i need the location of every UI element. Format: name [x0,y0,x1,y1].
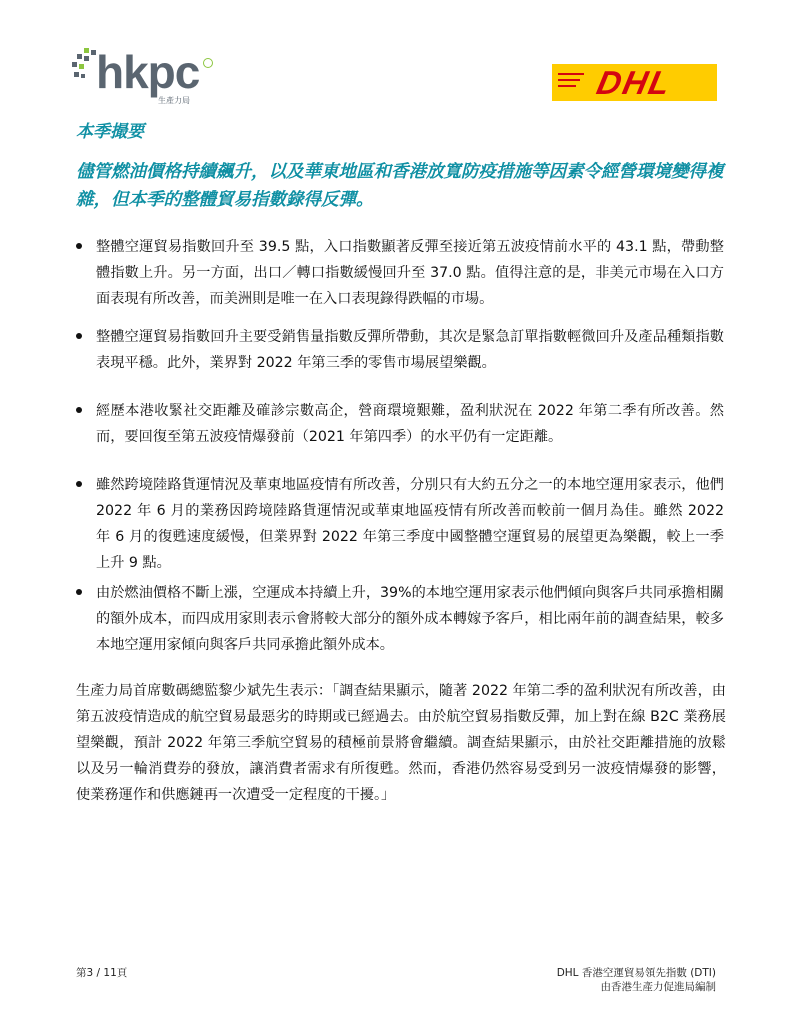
footer-credits [557,966,716,994]
hkpc-logo [72,44,212,106]
page-number: 第3 / 11頁 [76,967,128,979]
bullet-text: 雖然跨境陸路貨運情況及華東地區疫情有所改善，分別只有大約五分之一的本地空運用家表示，他們 2022 年 6 月的業務因跨境陸路貨運情況或華東地區疫情有所改善而較前一個月為佳。雖然 2022 年 6 月的復甦速度緩慢，但業界對 2022 年第三季度中國整體空運貿易的展望更為樂觀，較上一季上升 9 點。 [96,477,724,571]
dhl-wordmark: DHL [593,64,676,101]
bullet-item [96,324,724,376]
footer-title: DHL 香港空運貿易領先指數 (DTI) [556,967,716,979]
bullet-icon [76,589,82,595]
bullet-icon [76,333,82,339]
footer-compiler: 由香港生產力促進局編制 [600,981,716,993]
hkpc-subtitle: 生產力局 [158,96,190,105]
bullet-icon [76,243,82,249]
dhl-logo [552,64,717,101]
bullet-icon [76,407,82,413]
bullet-text: 由於燃油價格不斷上漲，空運成本持續上升，39%的本地空運用家表示他們傾向與客戶共同承擔相關的額外成本，而四成用家則表示會將較大部分的額外成本轉嫁予客戶，相比兩年前的調查結果，較多本地空運用家傾向與客戶共同承擔此額外成本。 [96,585,724,653]
bullet-item [96,580,724,658]
headline: 儘管燃油價格持續飆升，以及華東地區和香港放寬防疫措施等因素令經營環境變得複雜，但本季的整體貿易指數錄得反彈。 [76,162,724,210]
bullet-text: 經歷本港收緊社交距離及確診宗數高企，營商環境艱難，盈利狀況在 2022 年第二季有所改善。然而，要回復至第五波疫情爆發前（2021 年第四季）的水平仍有一定距離。 [96,403,724,445]
bullet-item [96,472,724,576]
bullet-icon [76,481,82,487]
bullet-text: 整體空運貿易指數回升主要受銷售量指數反彈所帶動，其次是緊急訂單指數輕微回升及產品種類指數表現平穩。此外，業界對 2022 年第三季的零售市場展望樂觀。 [96,329,724,371]
bullet-text: 整體空運貿易指數回升至 39.5 點，入口指數顯著反彈至接近第五波疫情前水平的 43.1 點，帶動整體指數上升。另一方面，出口／轉口指數緩慢回升至 37.0 點。值得注意的是，非美元市場在入口方面表現有所改善，而美洲則是唯一在入口表現錄得跌幅的市場。 [96,239,724,307]
bullet-item [96,398,724,450]
hkpc-wordmark: hkpc [96,46,200,98]
quote-paragraph: 生產力局首席數碼總監黎少斌先生表示：「調查結果顯示，隨著 2022 年第二季的盈利狀況有所改善，由第五波疫情造成的航空貿易最惡劣的時期或已經過去。由於航空貿易指數反彈，加上對在線 B2C 業務展望樂觀，預計 2022 年第三季航空貿易的積極前景將會繼續。調查結果顯示，由於社交距離措施的放鬆以及另一輪消費券的發放，讓消費者需求有所復甦。然而，香港仍然容易受到另一波疫情爆發的影響，使業務運作和供應鏈再一次遭受一定程度的干擾。」 [76,683,726,803]
bullet-item [96,234,724,312]
section-title: 本季撮要 [76,122,144,142]
registered-mark-icon [203,58,213,68]
